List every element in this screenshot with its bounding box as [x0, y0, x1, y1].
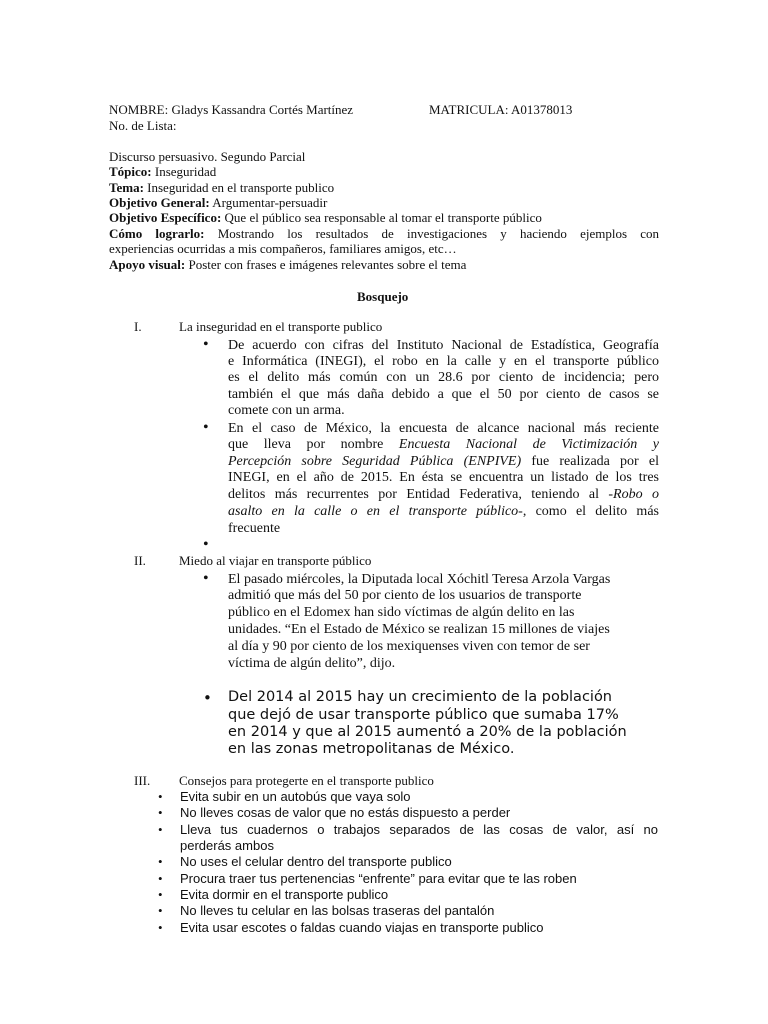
topic-label: Tópico: — [109, 164, 152, 179]
text-line: e Informática (INEGI), el robo en la calle y en el transporte público — [228, 354, 659, 369]
specific-objective-value: Que el público sea responsable al tomar el transporte público — [221, 210, 542, 225]
text-line: Del 2014 al 2015 hay un crecimiento de la población — [228, 689, 613, 705]
visual-aid-label: Apoyo visual: — [109, 257, 186, 272]
bullet-icon: • — [158, 887, 163, 902]
specific-objective-label: Objetivo Específico: — [109, 210, 222, 225]
how-value: Mostrando los resultados de investigaciones y haciendo ejemplos con — [204, 226, 659, 241]
text-line — [228, 486, 659, 503]
list-item: No lleves cosas de valor que no estás dispuesto a perder — [180, 805, 511, 820]
how-label: Cómo lograrlo: — [109, 226, 205, 241]
general-objective-line — [109, 195, 327, 211]
bullet-icon: • — [203, 336, 209, 353]
bullet-icon: • — [158, 903, 163, 918]
text-line: en las zonas metropolitanas de México. — [228, 741, 515, 757]
topic-line — [109, 164, 216, 180]
specific-objective-line — [109, 210, 542, 226]
text-line: víctima de algún delito”, dijo. — [228, 656, 396, 671]
text-line: es el delito más común con un 28.6 por ciento de incidencia; pero — [228, 370, 659, 385]
theme-label: Tema: — [109, 180, 144, 195]
text-line: INEGI, en el año de 2015. En ésta se encuentra un listado de los tres — [228, 470, 659, 485]
text-line: comete con un arma. — [228, 403, 345, 418]
list-item: Evita usar escotes o faldas cuando viajas en transporte publico — [180, 920, 544, 935]
visual-aid-line — [109, 257, 466, 273]
text-line: también el que más daña debido a que el 50 por ciento de casos se — [228, 387, 659, 402]
text-line: admitió que más del 50 por ciento de los usuarios de transporte — [228, 588, 582, 603]
section-1-title: La inseguridad en el transporte publico — [179, 319, 383, 334]
text-line: que dejó de usar transporte público que sumaba 17% — [228, 707, 619, 723]
bullet-icon: • — [203, 419, 209, 436]
bullet-icon: • — [158, 805, 163, 820]
text-line: al día y 90 por ciento de los mexiquenses viven con temor de ser — [228, 639, 590, 654]
how-line-2: experiencias ocurridas a mis compañeros, familiares amigos, etc… — [109, 241, 457, 256]
text-run: fue realizada por el — [521, 454, 659, 469]
general-objective-value: Argumentar-persuadir — [209, 195, 328, 210]
list-item: Evita subir en un autobús que vaya solo — [180, 789, 411, 804]
section-2-title: Miedo al viajar en transporte público — [179, 553, 372, 568]
bullet-icon: • — [158, 920, 163, 935]
list-number: No. de Lista: — [109, 118, 177, 133]
list-item: Evita dormir en el transporte publico — [180, 887, 389, 902]
section-3-numeral: III. — [134, 773, 151, 788]
text-line: En el caso de México, la encuesta de alcance nacional más reciente — [228, 421, 659, 436]
list-item: Procura traer tus pertenencias “enfrente” para evitar que te las roben — [180, 871, 577, 886]
bullet-icon: • — [158, 822, 163, 837]
visual-aid-value: Poster con frases e imágenes relevantes sobre el tema — [185, 257, 467, 272]
bullet-icon: • — [203, 689, 212, 707]
list-item-continuation: perderás ambos — [180, 838, 274, 853]
text-line: frecuente — [228, 521, 281, 536]
list-item: No uses el celular dentro del transporte publico — [180, 854, 452, 869]
general-objective-label: Objetivo General: — [109, 195, 210, 210]
theme-value: Inseguridad en el transporte publico — [143, 180, 335, 195]
student-name: NOMBRE: Gladys Kassandra Cortés Martínez — [109, 102, 354, 117]
text-line — [228, 503, 659, 520]
text-line: en 2014 y que al 2015 aumentó a 20% de la población — [228, 724, 627, 740]
topic-value: Inseguridad — [151, 164, 217, 179]
survey-name: Encuesta Nacional de Victimización y — [398, 437, 659, 452]
text-run: delitos más recurrentes por Entidad Federativa, teniendo al - — [228, 487, 614, 502]
survey-name: Percepción sobre Seguridad Pública (ENPIVE) — [228, 454, 522, 469]
list-item: No lleves tu celular en las bolsas traseras del pantalón — [180, 903, 495, 918]
italic-run: Robo o — [613, 487, 659, 502]
speech-type: Discurso persuasivo. Segundo Parcial — [109, 149, 306, 164]
text-line — [228, 436, 659, 453]
bullet-icon: • — [203, 570, 209, 587]
section-2-numeral: II. — [134, 553, 146, 568]
italic-run: asalto en la calle o en el transporte público- — [228, 504, 523, 519]
empty-bullet-icon: • — [203, 536, 209, 553]
section-3-title: Consejos para protegerte en el transporte publico — [179, 773, 434, 788]
theme-line — [109, 180, 334, 196]
text-line: unidades. “En el Estado de México se realizan 15 millones de viajes — [228, 622, 610, 637]
list-item: Lleva tus cuadernos o trabajos separados de las cosas de valor, así no — [180, 822, 658, 837]
text-line: El pasado miércoles, la Diputada local Xóchitl Teresa Arzola Vargas — [228, 572, 611, 587]
text-line — [228, 453, 659, 470]
section-1-numeral: I. — [134, 319, 142, 334]
text-run: que lleva por nombre — [228, 437, 399, 452]
bullet-icon: • — [158, 871, 163, 886]
how-line-1 — [109, 226, 659, 242]
bullet-icon: • — [158, 854, 163, 869]
student-id: MATRICULA: A01378013 — [429, 102, 573, 117]
text-line: público en el Edomex han sido víctimas de algún delito en las — [228, 605, 575, 620]
text-line: De acuerdo con cifras del Instituto Nacional de Estadística, Geografía — [228, 338, 659, 353]
bullet-icon: • — [158, 789, 163, 804]
text-run: , como el delito más — [522, 504, 659, 519]
outline-title: Bosquejo — [357, 289, 409, 304]
